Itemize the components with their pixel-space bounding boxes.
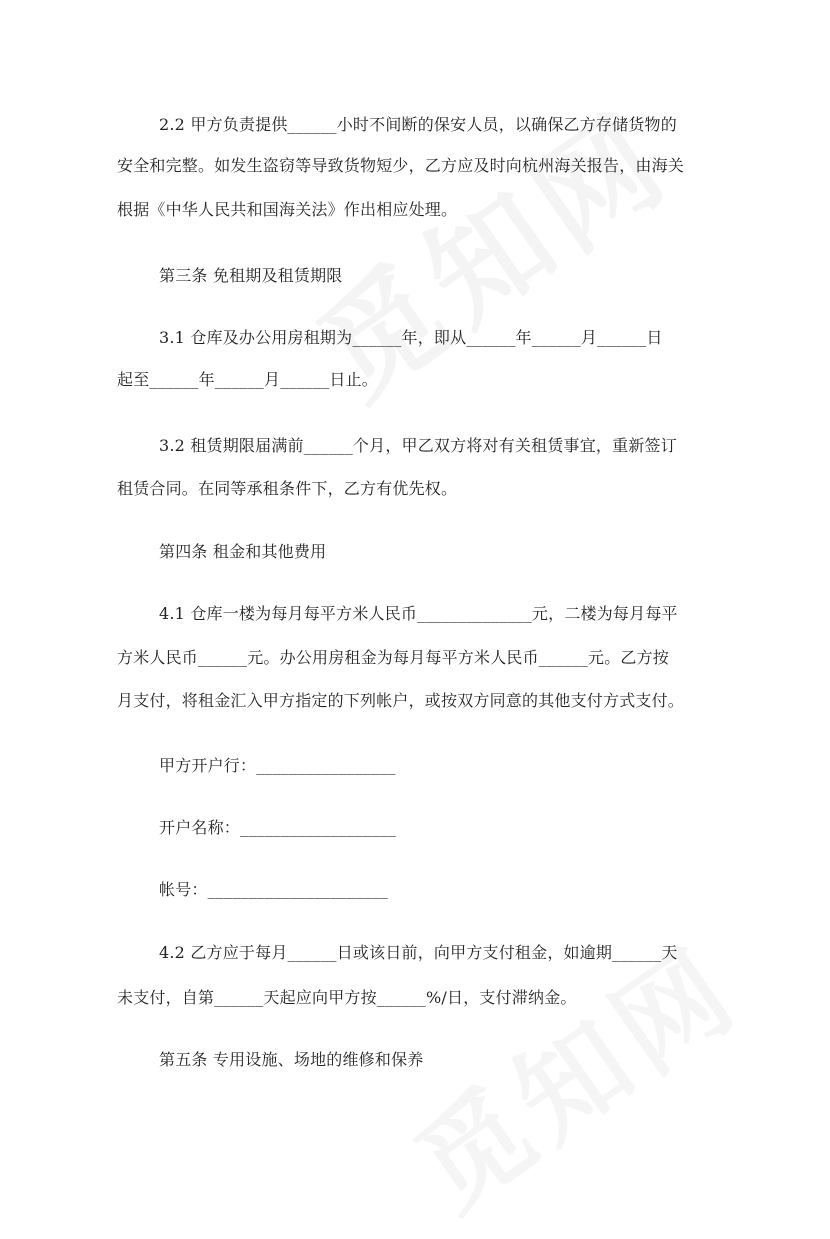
article-heading: 第三条 免租期及租赁期限 <box>159 266 343 285</box>
paragraph-line: 根据《中华人民共和国海关法》作出相应处理。 <box>117 200 458 219</box>
paragraph-line: 安全和完整。如发生盗窃等导致货物短少，乙方应及时向杭州海关报告，由海关 <box>117 156 685 175</box>
paragraph-line: 2.2 甲方负责提供______小时不间断的保安人员，以确保乙方存储货物的 <box>159 115 677 134</box>
paragraph-line: 起至______年______月______日止。 <box>117 370 379 389</box>
bank-field: 甲方开户行：_________________ <box>159 756 396 775</box>
paragraph-line: 3.1 仓库及办公用房租期为______年，即从______年______月______日 <box>159 328 663 347</box>
article-heading: 第四条 租金和其他费用 <box>159 542 327 561</box>
paragraph-line: 租赁合同。在同等承租条件下，乙方有优先权。 <box>117 479 458 498</box>
paragraph-line: 方米人民币______元。办公用房租金为每月每平方米人民币______元。乙方按 <box>117 648 670 667</box>
account-number-field: 帐号：______________________ <box>159 880 389 899</box>
article-heading: 第五条 专用设施、场地的维修和保养 <box>159 1050 424 1069</box>
paragraph-line: 4.1 仓库一楼为每月每平方米人民币______________元，二楼为每月每平 <box>159 604 678 623</box>
paragraph-line: 月支付，将租金汇入甲方指定的下列帐户，或按双方同意的其他支付方式支付。 <box>117 691 685 710</box>
account-name-field: 开户名称：___________________ <box>159 818 396 837</box>
paragraph-line: 未支付，自第______天起应向甲方按______%/日，支付滞纳金。 <box>117 988 577 1007</box>
paragraph-line: 3.2 租赁期限届满前______个月，甲乙双方将对有关租赁事宜，重新签订 <box>159 436 677 455</box>
paragraph-line: 4.2 乙方应于每月______日或该日前，向甲方支付租金，如逾期______天 <box>159 943 678 962</box>
